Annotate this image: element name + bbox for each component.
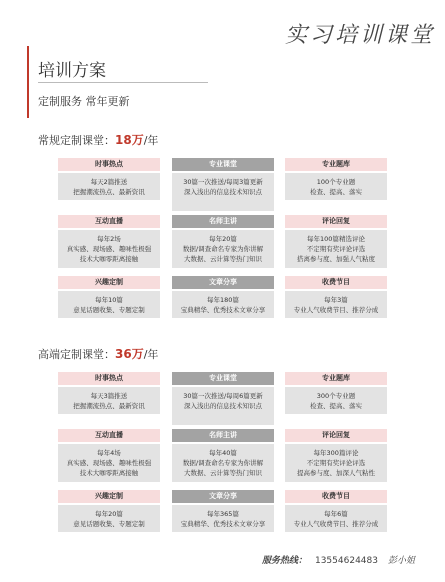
page-subtitle: 定制服务 常年更新 [38, 95, 130, 108]
plan-unit: /年 [143, 134, 159, 147]
feature-card-line: 深入浅出的信息技术知识点 [184, 402, 262, 410]
feature-card-line: 不定期有奖评论评选 [306, 459, 366, 467]
feature-card [285, 429, 387, 482]
feature-card [285, 276, 387, 318]
feature-card-body [285, 291, 387, 318]
footer-hotline [262, 553, 415, 566]
feature-card-body [58, 230, 160, 268]
feature-card-title: 专业题库 [285, 158, 387, 171]
feature-card-line: 300个专业题 [316, 392, 356, 400]
feature-card-body [172, 230, 274, 268]
feature-card-body [58, 173, 160, 200]
feature-card [58, 158, 160, 200]
feature-card-line: 真实感、现场感、趣味性极强 [66, 245, 152, 253]
feature-card-line: 每年300篇评论 [313, 449, 359, 457]
feature-card [172, 158, 274, 211]
header-block [27, 46, 422, 118]
feature-card-title: 互动直播 [58, 215, 160, 228]
feature-card-line: 每年6篇 [324, 510, 348, 518]
feature-card-title: 文章分享 [172, 276, 274, 289]
feature-card-line: 每年100篇精选评论 [307, 235, 365, 243]
feature-card-line: 数据/调查命名专家为你讲解 [182, 245, 264, 253]
hotline-label: 服务热线： [261, 556, 307, 566]
feature-card-line: 每年4场 [97, 449, 121, 457]
plan-heading-premium [38, 345, 158, 362]
feature-card-body [172, 291, 274, 318]
feature-card-body [285, 505, 387, 532]
feature-card-line: 每年3篇 [324, 296, 348, 304]
feature-card-line: 宝典精华、优秀技术文章分享 [180, 520, 266, 528]
plan-price: 18万 [115, 133, 144, 147]
feature-card-title: 评论回复 [285, 215, 387, 228]
feature-card-body [58, 444, 160, 482]
feature-card [285, 490, 387, 532]
feature-card-line: 每年40篇 [209, 449, 237, 457]
plan-unit: /年 [143, 348, 159, 361]
feature-card-line: 30篇一次推送/每周3篇更新 [183, 178, 263, 186]
feature-card [58, 490, 160, 532]
feature-card [172, 490, 274, 532]
feature-card-title: 专业课堂 [172, 158, 274, 171]
feature-card [58, 276, 160, 318]
page-title: 培训方案 [38, 61, 106, 81]
feature-card-title: 专业课堂 [172, 372, 274, 385]
feature-card-line: 不定期有奖评论评选 [306, 245, 366, 253]
feature-card-body [172, 387, 274, 425]
feature-card [172, 372, 274, 425]
hotline-number: 13554624483 [314, 556, 378, 566]
feature-card [172, 429, 274, 482]
feature-card-title: 互动直播 [58, 429, 160, 442]
feature-card-body [58, 505, 160, 532]
feature-card-line: 提高参与度、加深人气粘性 [297, 469, 375, 477]
plan-name: 常规定制课堂： [38, 134, 115, 147]
feature-card-title: 文章分享 [172, 490, 274, 503]
plan-price: 36万 [115, 347, 144, 361]
feature-card-line: 检查、提高、落实 [310, 188, 362, 196]
feature-card-line: 意见话题收集、专题定制 [73, 520, 145, 528]
feature-card [58, 215, 160, 268]
feature-card [285, 158, 387, 200]
feature-card-line: 100个专业题 [316, 178, 356, 186]
feature-card-line: 宝典精华、优秀技术文章分享 [180, 306, 266, 314]
feature-card-title: 收费节目 [285, 276, 387, 289]
feature-card-line: 30篇一次推送/每周6篇更新 [183, 392, 263, 400]
feature-card-line: 专业人气收费节目、推荐分成 [293, 306, 379, 314]
feature-card-title: 评论回复 [285, 429, 387, 442]
contact-signature: 彭小姐 [387, 556, 415, 566]
brand-logo: 实习培训课堂 [284, 23, 435, 48]
feature-card-line: 技术大咖零距离接触 [79, 469, 139, 477]
feature-card [172, 276, 274, 318]
feature-card-body [285, 444, 387, 482]
feature-card-line: 每年2场 [97, 235, 121, 243]
feature-card [285, 215, 387, 268]
feature-card-line: 把握潮流热点、最新资讯 [73, 402, 145, 410]
feature-card-line: 每天3篇推送 [90, 392, 128, 400]
feature-card-body [172, 505, 274, 532]
feature-card-title: 专业题库 [285, 372, 387, 385]
feature-card-title: 兴趣定制 [58, 490, 160, 503]
divider [38, 82, 208, 83]
feature-card-line: 大数据、云计算等热门知识 [184, 469, 262, 477]
feature-card-line: 每年20篇 [95, 510, 123, 518]
plan-heading-standard [38, 131, 158, 148]
feature-card-title: 时事热点 [58, 158, 160, 171]
feature-card-body [172, 173, 274, 211]
feature-card-line: 意见话题收集、专题定制 [73, 306, 145, 314]
feature-card [285, 372, 387, 414]
feature-card-title: 时事热点 [58, 372, 160, 385]
feature-card-body [172, 444, 274, 482]
feature-card [58, 372, 160, 414]
feature-card-body [285, 387, 387, 414]
feature-card-line: 每年10篇 [95, 296, 123, 304]
feature-card [172, 215, 274, 268]
feature-card-body [285, 173, 387, 200]
feature-card-body [58, 291, 160, 318]
feature-card-line: 每年365篇 [207, 510, 239, 518]
feature-card-title: 名师主讲 [172, 429, 274, 442]
feature-card-line: 搭离参与度、加强人气粘度 [297, 255, 375, 263]
feature-card-line: 把握潮流热点、最新资讯 [73, 188, 145, 196]
feature-card-line: 真实感、现场感、趣味性极强 [66, 459, 152, 467]
feature-card-line: 每天2篇推送 [90, 178, 128, 186]
plan-name: 高端定制课堂： [38, 348, 115, 361]
feature-card-line: 数据/调查命名专家为你讲解 [182, 459, 264, 467]
feature-card-line: 技术大咖零距离接触 [79, 255, 139, 263]
feature-card-title: 名师主讲 [172, 215, 274, 228]
feature-card-title: 收费节目 [285, 490, 387, 503]
feature-card-body [285, 230, 387, 268]
feature-card-line: 每年180篇 [207, 296, 239, 304]
feature-card-line: 专业人气收费节目、推荐分成 [293, 520, 379, 528]
feature-card-body [58, 387, 160, 414]
feature-card [58, 429, 160, 482]
feature-card-line: 深入浅出的信息技术知识点 [184, 188, 262, 196]
feature-card-line: 检查、提高、落实 [310, 402, 362, 410]
feature-card-line: 每年20篇 [209, 235, 237, 243]
feature-card-title: 兴趣定制 [58, 276, 160, 289]
feature-card-line: 大数据、云计算等热门知识 [184, 255, 262, 263]
